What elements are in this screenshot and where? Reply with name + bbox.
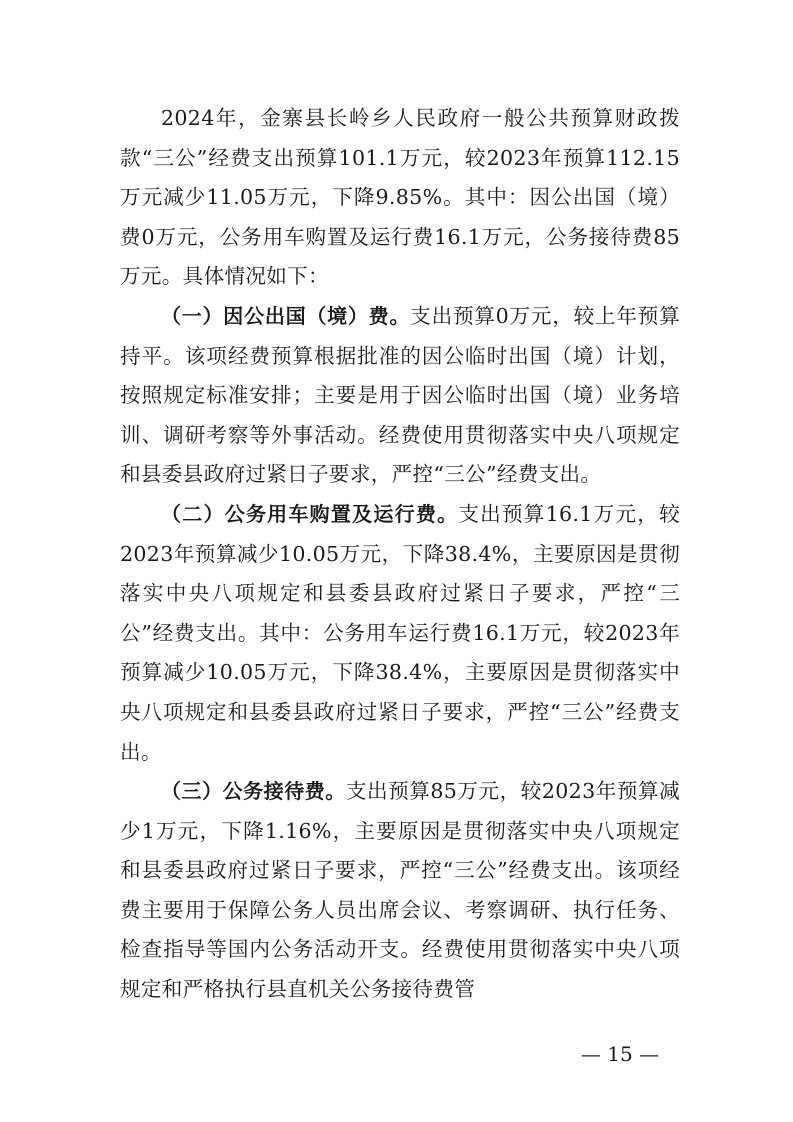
section-three-text: 支出预算85万元，较2023年预算减少1万元，下降1.16%，主要原因是贯彻落实中央八项规定和县委县政府过紧日子要求，严控“三公”经费支出。该项经费主要用于保障公务人员出席会议、考察调研、执行任务、检查指导等国内公务活动开支。经费使用贯彻落实中央八项规定和严格执行县直机关公务接待费管 [120, 779, 680, 1002]
intro-paragraph [120, 99, 680, 297]
section-two-text: 支出预算16.1万元，较2023年预算减少10.05万元，下降38.4%，主要原因是贯彻落实中央八项规定和县委县政府过紧日子要求，严控“三公”经费支出。其中：公务用车运行费16.1万元，较2023年预算减少10.05万元，下降38.4%，主要原因是贯彻落实中央八项规定和县委县政府过紧日子要求，严控“三公”经费支出。 [120, 501, 681, 764]
section-three-paragraph [120, 772, 680, 1010]
section-one-heading: （一）因公出国（境）费。 [161, 303, 411, 328]
document-body [120, 99, 680, 1010]
section-three-heading: （三）公务接待费。 [161, 779, 346, 804]
section-one-text: 支出预算0万元，较上年预算持平。该项经费预算根据批准的因公临时出国（境）计划，按照规定标准安排；主要是用于因公临时出国（境）业务培训、调研考察等外事活动。经费使用贯彻落实中央八项规定和县委县政府过紧日子要求，严控“三公”经费支出。 [120, 303, 680, 487]
page-number: — 15 — [580, 1042, 660, 1066]
section-two-heading: （二）公务用车购置及运行费。 [161, 501, 459, 526]
section-two-paragraph [120, 495, 680, 772]
section-one-paragraph [120, 297, 680, 495]
intro-text: 2024年，金寨县长岭乡人民政府一般公共预算财政拨款“三公”经费支出预算101.1万元，较2023年预算112.15万元减少11.05万元，下降9.85%。其中：因公出国（境）费0万元，公务用车购置及运行费16.1万元，公务接待费85万元。具体情况如下： [120, 106, 680, 289]
